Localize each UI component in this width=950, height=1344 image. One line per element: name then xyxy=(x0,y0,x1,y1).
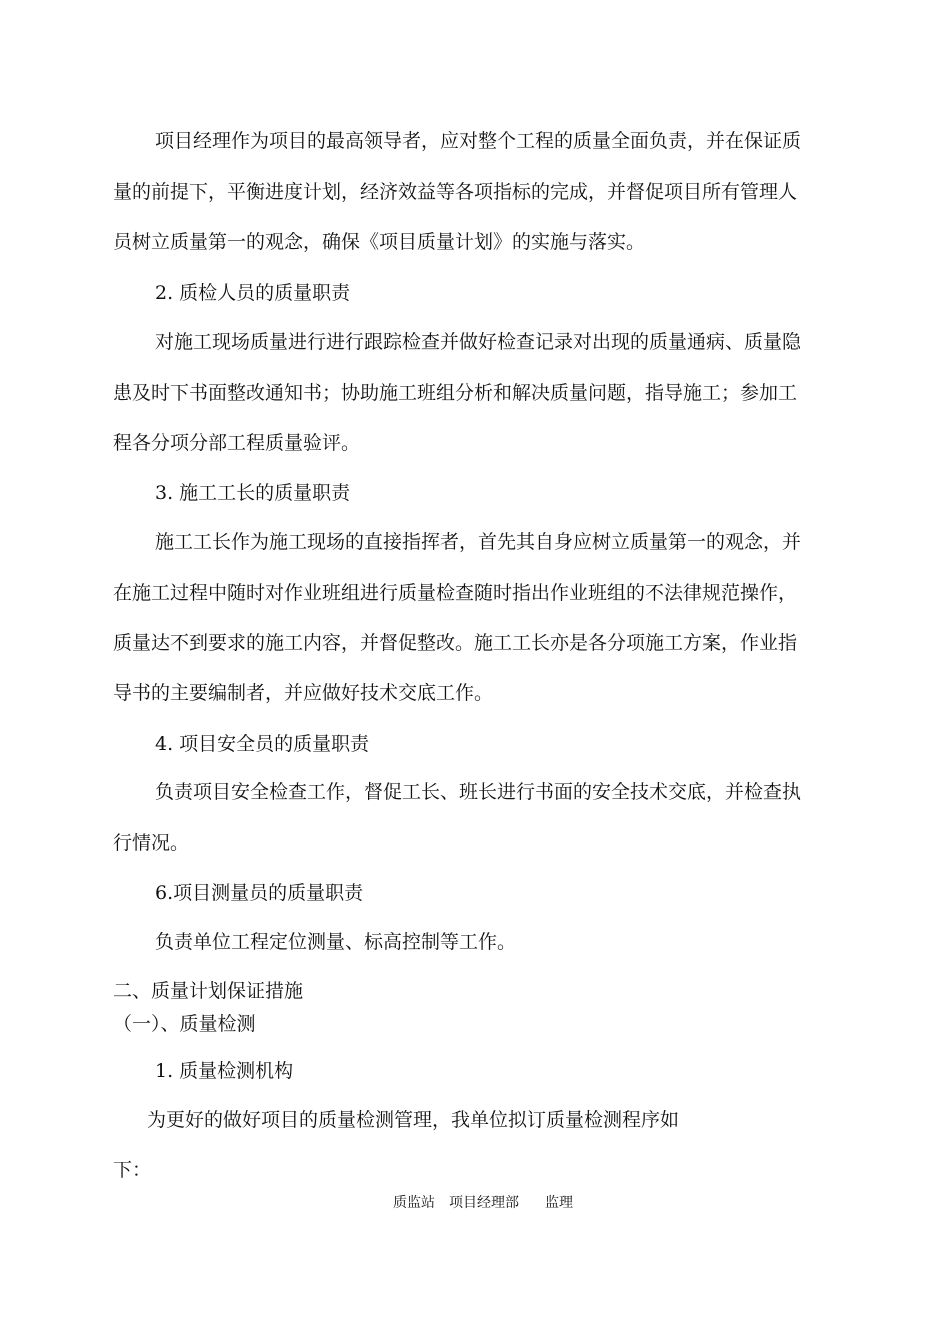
paragraph-line: 负责项目安全检查工作，督促工长、班长进行书面的安全技术交底，并检查执 xyxy=(155,781,802,803)
paragraph-line: 量的前提下，平衡进度计划，经济效益等各项指标的完成，并督促项目所有管理人 xyxy=(113,181,798,203)
subsection-title: （一）、质量检测 xyxy=(113,1013,256,1035)
paragraph-line: 下： xyxy=(113,1159,152,1181)
paragraph-line: 行情况。 xyxy=(113,832,190,854)
section-heading: 3. 施工工长的质量职责 xyxy=(155,482,351,504)
section-heading: 4. 项目安全员的质量职责 xyxy=(155,733,370,755)
paragraph-line: 项目经理作为项目的最高领导者，应对整个工程的质量全面负责，并在保证质 xyxy=(155,130,802,152)
item-title: 1. 质量检测机构 xyxy=(155,1060,294,1082)
diagram-label-quality-station: 质监站 xyxy=(393,1195,435,1211)
paragraph-line: 患及时下书面整改通知书；协助施工班组分析和解决质量问题，指导施工；参加工 xyxy=(113,382,798,404)
diagram-label-project-dept: 项目经理部 xyxy=(449,1195,519,1211)
section-heading: 2. 质检人员的质量职责 xyxy=(155,282,351,304)
paragraph-line: 负责单位工程定位测量、标高控制等工作。 xyxy=(155,931,517,953)
paragraph-line: 程各分项分部工程质量验评。 xyxy=(113,432,361,454)
section-title: 二、质量计划保证措施 xyxy=(113,980,304,1002)
paragraph-line: 质量达不到要求的施工内容，并督促整改。施工工长亦是各分项施工方案，作业指 xyxy=(113,632,798,654)
paragraph-line: 为更好的做好项目的质量检测管理，我单位拟订质量检测程序如 xyxy=(147,1109,680,1131)
paragraph-line: 员树立质量第一的观念，确保《项目质量计划》的实施与落实。 xyxy=(113,231,646,253)
diagram-label-supervision: 监理 xyxy=(545,1195,573,1211)
section-heading: 6.项目测量员的质量职责 xyxy=(155,882,364,904)
paragraph-line: 导书的主要编制者，并应做好技术交底工作。 xyxy=(113,682,494,704)
paragraph-line: 施工工长作为施工现场的直接指挥者，首先其自身应树立质量第一的观念，并 xyxy=(155,531,802,553)
paragraph-line: 在施工过程中随时对作业班组进行质量检查随时指出作业班组的不法律规范操作， xyxy=(113,582,798,604)
paragraph-line: 对施工现场质量进行进行跟踪检查并做好检查记录对出现的质量通病、质量隐 xyxy=(155,331,802,353)
